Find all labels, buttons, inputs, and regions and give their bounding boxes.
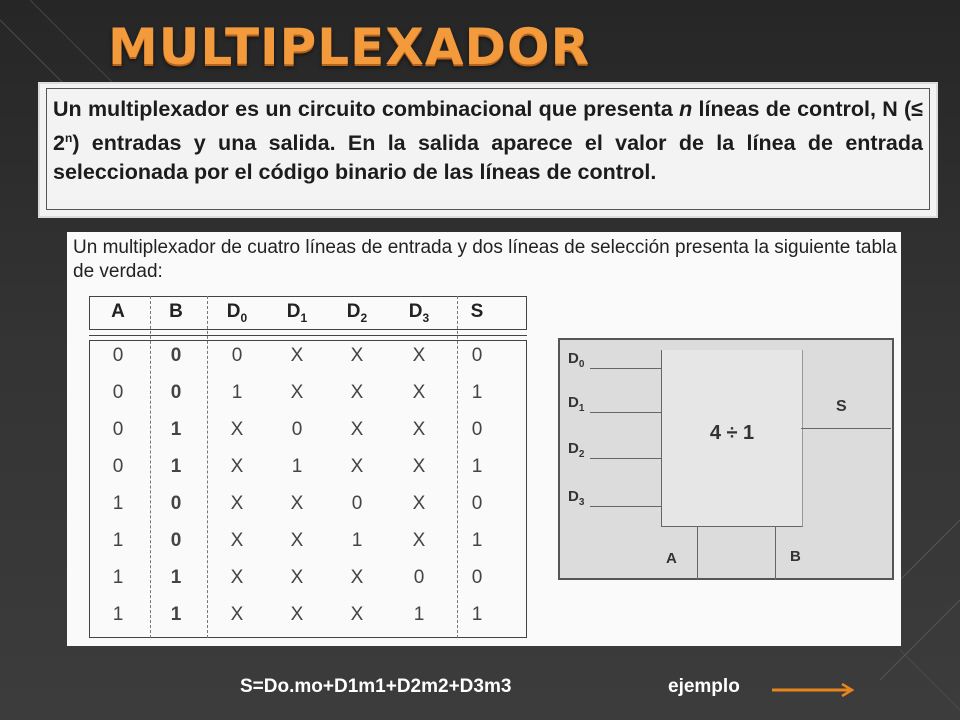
table-cell: X xyxy=(350,382,364,403)
input-label-d0-subscript: 0 xyxy=(578,359,585,370)
table-cell: 1 xyxy=(471,530,483,551)
table-cell: 0 xyxy=(112,382,124,403)
table-cell: X xyxy=(350,456,364,477)
mux-block xyxy=(661,350,803,527)
table-cell: 1 xyxy=(112,567,124,588)
intro-text: Un multiplexador de cuatro líneas de entrada y dos líneas de selección presenta la siguiente tabla de verdad: xyxy=(73,237,897,282)
table-cell: X xyxy=(412,456,426,477)
table-cell: 1 xyxy=(170,419,182,440)
definition-box xyxy=(38,82,938,218)
header-d0-text: D xyxy=(226,301,241,322)
table-cell: 1 xyxy=(471,604,483,625)
input-label-d0 xyxy=(568,350,584,370)
table-cell: X xyxy=(350,345,364,366)
table-cell: X xyxy=(350,419,364,440)
truth-table-header-underline xyxy=(89,335,527,336)
scanned-document xyxy=(67,232,901,646)
input-label-d2-subscript: 2 xyxy=(578,449,585,460)
table-cell: X xyxy=(290,345,304,366)
input-label-d3-subscript: 3 xyxy=(578,497,585,508)
definition-exponent: n xyxy=(64,131,73,145)
header-d0 xyxy=(207,301,267,325)
table-cell: X xyxy=(230,567,244,588)
table-cell: 1 xyxy=(231,382,243,403)
table-cell: X xyxy=(290,493,304,514)
select-line-b xyxy=(775,526,776,580)
table-cell: X xyxy=(290,530,304,551)
table-cell: 0 xyxy=(291,419,303,440)
table-cell: 1 xyxy=(112,493,124,514)
table-cell: X xyxy=(290,604,304,625)
header-d2-subscript: 2 xyxy=(360,310,368,325)
table-cell: 1 xyxy=(471,382,483,403)
table-cell: X xyxy=(412,419,426,440)
definition-part-3: ) entradas y una salida. En la salida aparece el valor de la línea de entrada seleccionada por el código binario de las líneas de control. xyxy=(53,131,923,185)
input-line-d3 xyxy=(590,506,661,507)
table-cell: X xyxy=(290,382,304,403)
table-cell: 0 xyxy=(112,456,124,477)
header-d2-text: D xyxy=(346,301,361,322)
table-cell: X xyxy=(230,530,244,551)
input-line-d2 xyxy=(590,458,661,459)
definition-n: n xyxy=(679,97,693,121)
header-d1-subscript: 1 xyxy=(300,310,308,325)
select-label-a: A xyxy=(666,550,677,567)
table-cell: 0 xyxy=(471,419,483,440)
table-cell: 1 xyxy=(413,604,425,625)
table-cell: 1 xyxy=(112,604,124,625)
table-cell: X xyxy=(350,567,364,588)
table-cell: 0 xyxy=(112,419,124,440)
input-label-d0-text: D xyxy=(568,350,579,367)
header-b-text: B xyxy=(169,301,183,322)
input-label-d3 xyxy=(568,488,584,508)
table-cell: X xyxy=(350,604,364,625)
table-cell: 1 xyxy=(112,530,124,551)
output-line xyxy=(801,428,891,429)
header-d1-text: D xyxy=(286,301,301,322)
input-line-d0 xyxy=(590,368,661,369)
input-label-d3-text: D xyxy=(568,488,579,505)
table-cell: 0 xyxy=(170,382,182,403)
mux-diagram xyxy=(558,338,894,580)
header-b xyxy=(146,301,206,323)
table-cell: X xyxy=(230,604,244,625)
table-cell: 1 xyxy=(170,456,182,477)
output-formula: S=Do.mo+D1m1+D2m2+D3m3 xyxy=(240,676,512,697)
input-label-d2 xyxy=(568,440,584,460)
header-d2 xyxy=(327,301,387,325)
mux-label: 4 ÷ 1 xyxy=(709,422,755,444)
table-cell: 1 xyxy=(351,530,363,551)
table-cell: 1 xyxy=(170,604,182,625)
table-cell: X xyxy=(412,382,426,403)
table-cell: 1 xyxy=(291,456,303,477)
table-cell: X xyxy=(412,530,426,551)
table-cell: X xyxy=(412,493,426,514)
header-d3-text: D xyxy=(408,301,423,322)
header-d3-subscript: 3 xyxy=(422,310,430,325)
table-cell: X xyxy=(230,456,244,477)
header-s xyxy=(447,301,507,323)
header-d1 xyxy=(267,301,327,325)
table-cell: 0 xyxy=(471,567,483,588)
header-d3 xyxy=(389,301,449,325)
definition-part-2: líneas de control, N (≤ 2 xyxy=(53,97,923,156)
table-cell: 0 xyxy=(170,493,182,514)
table-cell: 0 xyxy=(170,530,182,551)
slide-title: MULTIPLEXADOR xyxy=(108,18,591,76)
table-cell: 0 xyxy=(112,345,124,366)
input-label-d1-text: D xyxy=(568,394,579,411)
table-cell: X xyxy=(230,493,244,514)
table-cell: 0 xyxy=(351,493,363,514)
header-d0-subscript: 0 xyxy=(240,310,248,325)
select-label-b: B xyxy=(790,548,801,565)
definition-frame xyxy=(46,88,930,210)
select-line-a xyxy=(697,526,698,580)
table-cell: X xyxy=(290,567,304,588)
input-line-d1 xyxy=(590,412,661,413)
table-cell: 0 xyxy=(170,345,182,366)
table-cell: 1 xyxy=(170,567,182,588)
definition-text xyxy=(53,95,923,187)
header-s-text: S xyxy=(470,301,484,322)
header-a xyxy=(88,301,148,323)
arrow-right-icon[interactable] xyxy=(770,680,860,700)
input-label-d2-text: D xyxy=(568,440,579,457)
table-cell: X xyxy=(412,345,426,366)
definition-part-1: Un multiplexador es un circuito combinacional que presenta xyxy=(53,97,680,121)
table-cell: X xyxy=(230,419,244,440)
table-cell: 0 xyxy=(471,493,483,514)
table-cell: 0 xyxy=(413,567,425,588)
input-label-d1-subscript: 1 xyxy=(578,403,585,414)
output-label: S xyxy=(836,398,847,415)
table-cell: 0 xyxy=(231,345,243,366)
table-cell: 1 xyxy=(471,456,483,477)
ejemplo-link[interactable]: ejemplo xyxy=(668,676,740,697)
table-cell: 0 xyxy=(471,345,483,366)
input-label-d1 xyxy=(568,394,584,414)
header-a-text: A xyxy=(111,301,125,322)
